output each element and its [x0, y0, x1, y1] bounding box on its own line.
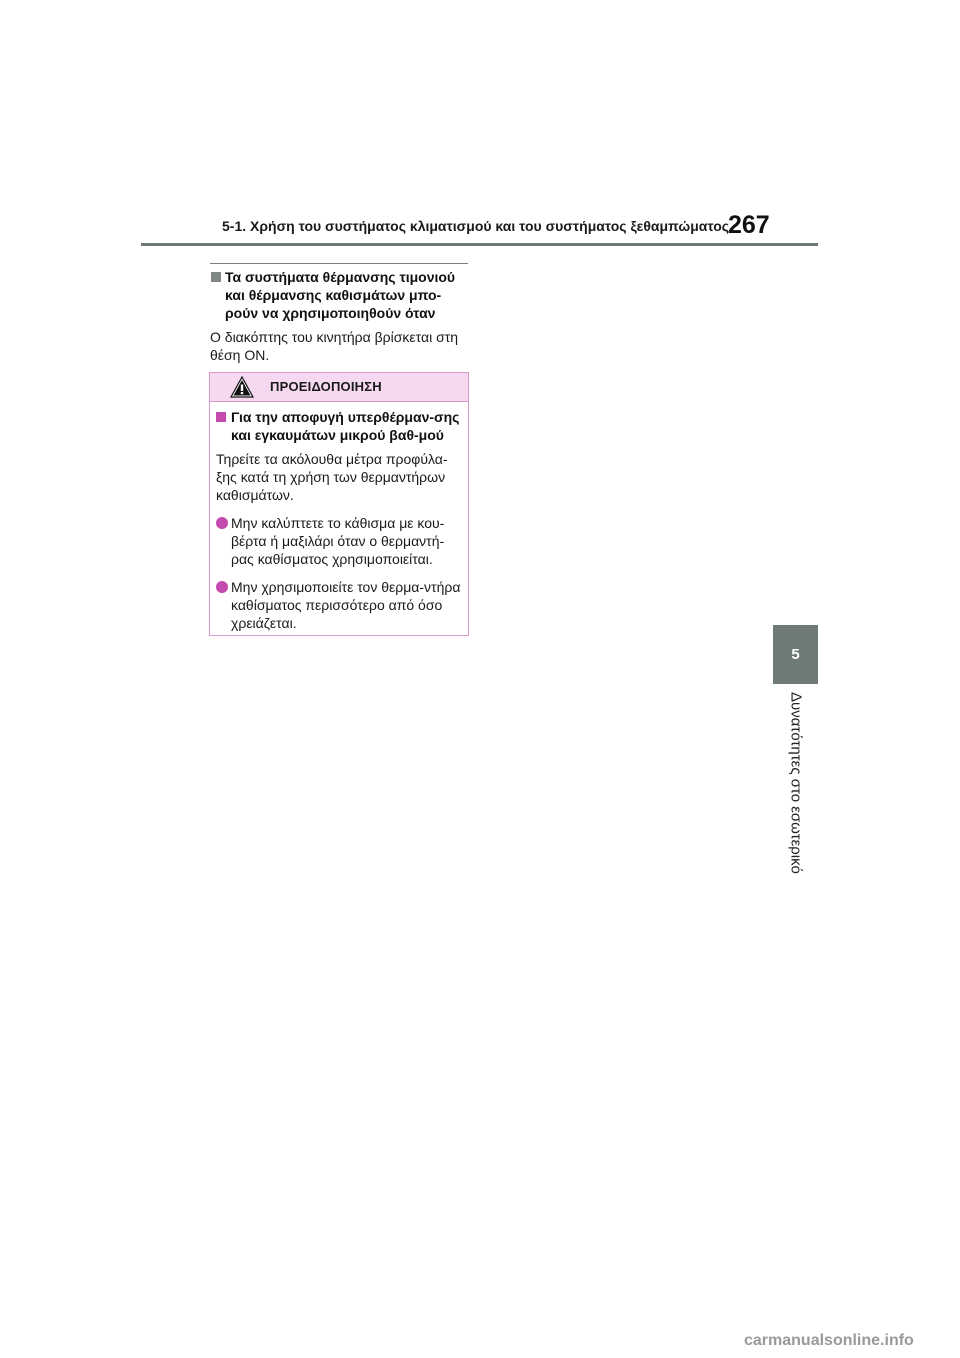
warning-subheading — [216, 408, 464, 444]
warning-box — [209, 372, 469, 636]
watermark: carmanualsonline.info — [744, 1332, 914, 1349]
chapter-title: Δυνατότητες στο εσωτερικό — [787, 692, 805, 874]
header-rule — [141, 243, 818, 246]
warning-header — [210, 373, 468, 402]
warning-title: ΠΡΟΕΙΔΟΠΟΙΗΣΗ — [270, 379, 382, 394]
warning-triangle-icon — [230, 376, 254, 398]
round-bullet-icon — [216, 581, 228, 593]
topic-rule — [210, 263, 468, 264]
list-item-text: Μην χρησιμοποιείτε τον θερμα-ντήρα καθίσματος περισσότερο από όσο χρειάζεται. — [231, 579, 461, 631]
chapter-number: 5 — [791, 646, 800, 663]
topic-heading — [210, 268, 472, 322]
square-bullet-icon — [216, 412, 226, 422]
chapter-tab — [773, 625, 818, 684]
list-item — [216, 514, 464, 568]
page-number: 267 — [728, 211, 770, 239]
topic-section — [210, 268, 472, 364]
topic-heading-text: Τα συστήματα θέρμανσης τιμονιού και θέρμανσης καθισμάτων μπο-ρούν να χρησιμοποιηθούν όταν — [225, 269, 456, 321]
list-item — [216, 578, 464, 632]
warning-content — [210, 402, 468, 632]
section-title: 5-1. Χρήση του συστήματος κλιματισμού και του συστήματος ξεθαμπώματος — [222, 218, 730, 234]
list-item-text: Μην καλύπτετε το κάθισμα με κου-βέρτα ή μαξιλάρι όταν ο θερμαντή-ρας καθίσματος χρησιμοποιείται. — [231, 515, 445, 567]
chapter-side-caption — [774, 692, 818, 882]
square-bullet-icon — [211, 272, 221, 282]
round-bullet-icon — [216, 517, 228, 529]
warning-subheading-text: Για την αποφυγή υπερθέρμαν-σης και εγκαυμάτων μικρού βαθ-μού — [231, 409, 460, 443]
warning-intro: Τηρείτε τα ακόλουθα μέτρα προφύλα-ξης κατά τη χρήση των θερμαντήρων καθισμάτων. — [216, 451, 448, 503]
topic-body: Ο διακόπτης του κινητήρα βρίσκεται στη θέση ON. — [210, 329, 459, 363]
